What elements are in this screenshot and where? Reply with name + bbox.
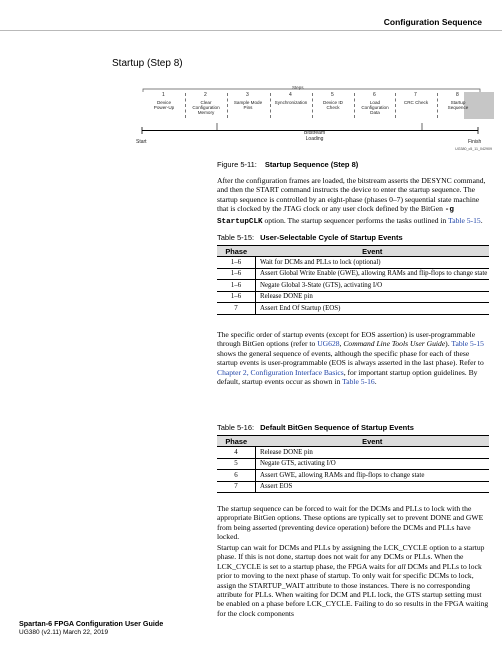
table-row (217, 268, 489, 280)
chapter-2-link[interactable]: Chapter 2, Configuration Interface Basics (217, 367, 344, 377)
header-rule (0, 30, 502, 31)
event-cell: Assert Global Write Enable (GWE), allowing RAMs and flip-flops to change state (256, 268, 490, 280)
table1-caption (217, 233, 403, 242)
p2-text-c: ). (445, 339, 452, 349)
p2-text-a: The specific order of startup events (except for EOS assertion) is user-programmable through BitGen options (refer to (217, 330, 476, 349)
p1-text-b: option. The startup sequencer performs the tasks outlined in (262, 215, 449, 225)
header-title: Configuration Sequence (383, 17, 482, 27)
bitstream-loading-label: Bitstream Loading (304, 130, 326, 142)
step-label: CRC Check (403, 100, 429, 105)
step-number: 3 (246, 92, 249, 98)
footer-version: UG380 (v2.11) March 22, 2019 (19, 629, 109, 636)
diagram-id: UG380_c5_11_042909 (455, 147, 492, 151)
steps-label: Steps (292, 85, 304, 90)
table1-header-phase: Phase (217, 246, 256, 257)
step-number: 4 (289, 92, 292, 98)
table-5-16-link[interactable]: Table 5-16 (342, 377, 375, 387)
p1-text-c: . (480, 215, 483, 225)
p4-text-b: DCMs and PLLs to lock prior to moving to the next phase of startup. To only wait for specific DCMs to lock, assign the STARTUP_WAIT attribute to those instances. There is no corresponding attribute for PLLs. When waiting for DCM and PLL lock, the GTS startup setting must be enabled on a phase before LCK_CYCLE. Failing to do so results in the FPGA waiting for the clock components (217, 561, 489, 618)
table-row (217, 481, 489, 493)
phase-cell: 6 (217, 470, 256, 482)
figure-number: Figure 5-11: (217, 160, 257, 169)
table2-header-phase: Phase (217, 436, 256, 447)
step-number: 7 (414, 92, 417, 98)
ug628-link[interactable]: UG628 (317, 339, 340, 349)
step-number: 1 (162, 92, 165, 98)
paragraph-4 (217, 543, 489, 618)
event-cell: Negate Global 3-State (GTS), activating I/O (256, 280, 490, 292)
p4-italic: all (397, 561, 406, 571)
step-number: 6 (373, 92, 376, 98)
event-cell: Negate GTS, activating I/O (256, 458, 490, 470)
table2-title: Default BitGen Sequence of Startup Events (260, 423, 414, 432)
event-cell: Assert GWE, allowing RAMs and flip-flops to change state (256, 470, 490, 482)
table-default-sequence (217, 435, 489, 493)
table2-header-event: Event (256, 436, 490, 447)
p2-italic-title: Command Line Tools User Guide (343, 339, 446, 349)
footer-title: Spartan-6 FPGA Configuration User Guide (19, 619, 164, 628)
phase-cell: 7 (217, 481, 256, 493)
table-row (217, 447, 489, 459)
step-label: Sample Mode Pins (233, 100, 263, 111)
table-row (217, 303, 489, 315)
table1-header-event: Event (256, 246, 490, 257)
section-title: Startup (Step 8) (112, 58, 183, 69)
p2-text-b: , (339, 339, 344, 349)
phase-cell: 1–6 (217, 268, 256, 280)
bitgen-option-code: -g StartupCLK (217, 206, 454, 226)
step-label: Device ID Check (323, 100, 343, 111)
event-cell: Assert End Of Startup (EOS) (256, 303, 490, 315)
phase-cell: 5 (217, 458, 256, 470)
phase-cell: 4 (217, 447, 256, 459)
table2-caption (217, 423, 414, 432)
step-number: 8 (456, 92, 459, 98)
table-row (217, 458, 489, 470)
p2-text-f: . (374, 377, 377, 387)
figure-caption (217, 160, 358, 169)
step-label: Device Power-Up (153, 100, 175, 111)
event-cell: Release DONE pin (256, 291, 490, 303)
step-label: Load Configuration Data (361, 100, 389, 116)
table2-number: Table 5-16: (217, 423, 255, 432)
phase-cell: 1–6 (217, 257, 256, 269)
step-number: 2 (204, 92, 207, 98)
table-5-15-link[interactable]: Table 5-15 (448, 215, 481, 225)
phase-cell: 7 (217, 303, 256, 315)
table-row (217, 470, 489, 482)
p2-text-d: shows the general sequence of events, although the specific phase for each of these startup events is user-programmable (EOS is always asserted in the last phase). Refer to (217, 348, 484, 368)
finish-label: Finish (468, 139, 482, 145)
event-cell: Assert EOS (256, 481, 490, 493)
step-label: Clear Configuration Memory (192, 100, 220, 116)
step-label: Synchronization (274, 100, 308, 105)
step-label: Startup Sequence (447, 100, 469, 111)
table-row (217, 257, 489, 269)
table1-title: User-Selectable Cycle of Startup Events (260, 233, 403, 242)
timeline-ticks (112, 83, 492, 143)
event-cell: Wait for DCMs and PLLs to lock (optional) (256, 257, 490, 269)
figure-title: Startup Sequence (Step 8) (264, 160, 359, 169)
table-startup-events (217, 245, 489, 315)
table1-number: Table 5-15: (217, 233, 255, 242)
paragraph-1 (217, 176, 489, 227)
paragraph-3: The startup sequence can be forced to wait for the DCMs and PLLs to lock with the appropriate BitGen options. These options are typically set to prevent DONE and GWE from being asserted (preventing device operation) before the DCMs and PLLs have locked. (217, 504, 484, 542)
startup-sequence-diagram (112, 83, 492, 159)
event-cell: Release DONE pin (256, 447, 490, 459)
start-label: Start (136, 139, 147, 145)
table-row (217, 280, 489, 292)
phase-cell: 1–6 (217, 291, 256, 303)
paragraph-2 (217, 330, 489, 386)
phase-cell: 1–6 (217, 280, 256, 292)
p2-text-e: , for important startup option guidelines. By default, startup events occur as shown in (217, 367, 478, 387)
step-number: 5 (331, 92, 334, 98)
table-5-15-link-2[interactable]: Table 5-15 (451, 339, 484, 349)
p4-text-a: Startup can wait for DCMs and PLLs by assigning the LCK_CYCLE option to a startup phase. If this is not done, startup does not wait for any DCMs or PLLs. When the LCK_CYCLE is set to a startup phase, the FPGA waits for (217, 543, 485, 571)
p1-text-a: After the configuration frames are loaded, the bitstream asserts the DESYNC command, and then the START command instructs the device to enter the startup sequence. The startup sequence is controlled by an eight-phase (phases 0–7) sequential state machine that is clocked by the JTAG clock or any user clock defined by the BitGen (217, 176, 486, 214)
table-row (217, 291, 489, 303)
